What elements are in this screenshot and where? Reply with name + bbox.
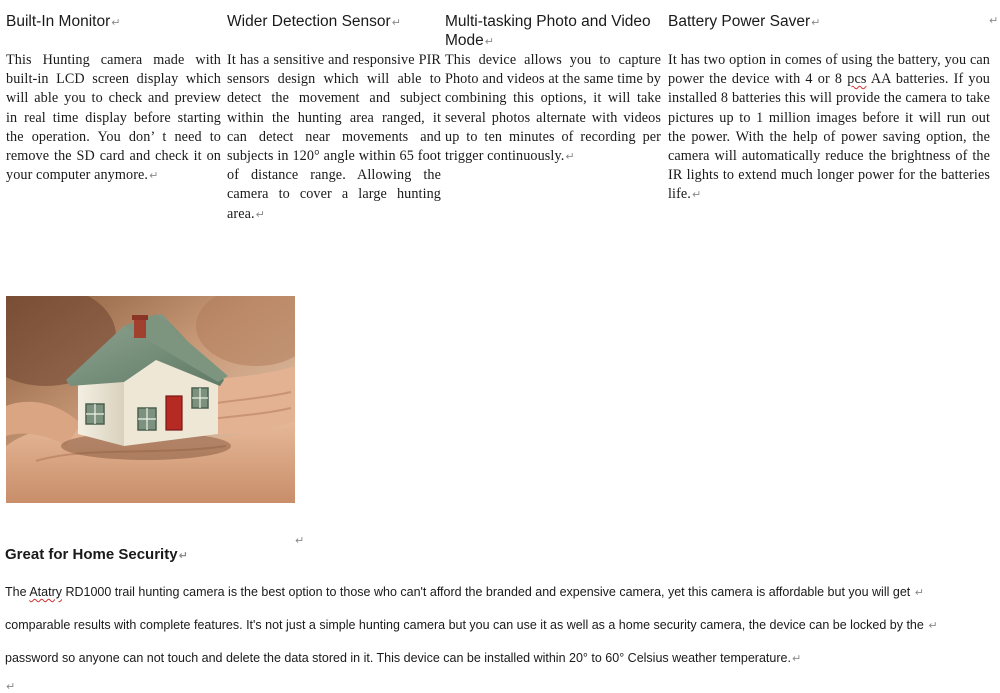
paragraph-text: password so anyone can not touch and delete the data stored in it. This device can be installed within 20° to 60° Celsius weather temperature. [5,651,791,665]
column-body-text: AA batteries. If you installed 8 batteries this will provide the camera to take pictures up to 1 million images before it will run out the power. With the help of power saving option, the camera will automatically reduce the brightness of the IR lights to extend much longer power for the batteries life. [668,71,991,203]
paragraph-mark: ↵ [484,35,494,48]
paragraph-mark: ↵ [691,188,702,202]
column-title-wider-detection-sensor [227,12,442,32]
house-in-hands-photo [6,296,295,503]
spellcheck-flagged-word[interactable]: pcs [847,71,867,88]
column-body-text: This Hunting camera made with built-in LCD screen display which will able you to check and preview in real time display before starting the operation. You don’ t need to remove the SD card and check it on your computer anymore. [6,52,221,184]
column-body-text: It has two option in comes of using the battery, you can power the device with 4 or 8 [668,52,990,88]
paragraph-mark: ↵ [928,619,938,632]
row-end-mark: ↵ [989,14,999,27]
column-body-text: It has a sensitive and responsive PIR sensors design which will able to detect the movement and subject within the hunting area ranged, it can detect near movements and subjects in 120° angle within 65 foot of distance range. Allowing the camera to cover a large hunting area. [227,52,441,222]
paragraph-mark: ↵ [914,586,924,599]
paragraph-text: RD1000 trail hunting camera is the best option to those who can't afford the branded and expensive camera, yet this camera is affordable but you will get [61,585,911,599]
column-title-built-in-monitor [6,12,221,32]
paragraph-mark: ↵ [391,16,401,29]
paragraph-text: comparable results with complete features. It's not just a simple hunting camera but you can use it as well as a home security camera, the device can be locked by the [5,618,924,632]
paragraph-mark: ↵ [811,16,821,29]
paragraph-mark: ↵ [565,150,575,164]
column-title-text: Battery Power Saver [668,13,811,30]
paragraph-mark: ↵ [6,680,16,693]
paragraph-line [5,617,938,634]
column-body-wider-detection-sensor [227,51,441,224]
paragraph-mark: ↵ [295,534,305,547]
column-title-multi-tasking [445,12,665,51]
column-title-text: Built-In Monitor [6,13,111,30]
column-title-text: Wider Detection Sensor [227,13,391,30]
section-heading [5,545,188,565]
paragraph-mark: ↵ [255,207,265,221]
paragraph-mark: ↵ [149,169,159,183]
paragraph-line [5,584,924,601]
paragraph-text: The [5,585,30,599]
paragraph-line [5,650,801,667]
paragraph-mark: ↵ [111,16,121,29]
paragraph-mark: ↵ [178,549,188,562]
column-body-multi-tasking [445,51,661,166]
column-body-battery-power-saver [668,51,990,205]
column-title-battery-power-saver [668,12,888,32]
paragraph-mark: ↵ [791,652,802,665]
spellcheck-flagged-word[interactable]: Atatry [29,585,62,599]
column-body-text: This device allows you to capture Photo and videos at the same time by combining this options, it will take several photos alternate with videos up to ten minutes of recording per trigger continuously. [445,52,661,165]
section-heading-text: Great for Home Security [5,546,178,563]
column-title-text: Multi-tasking Photo and Video Mode [445,13,651,49]
column-body-built-in-monitor [6,51,221,185]
